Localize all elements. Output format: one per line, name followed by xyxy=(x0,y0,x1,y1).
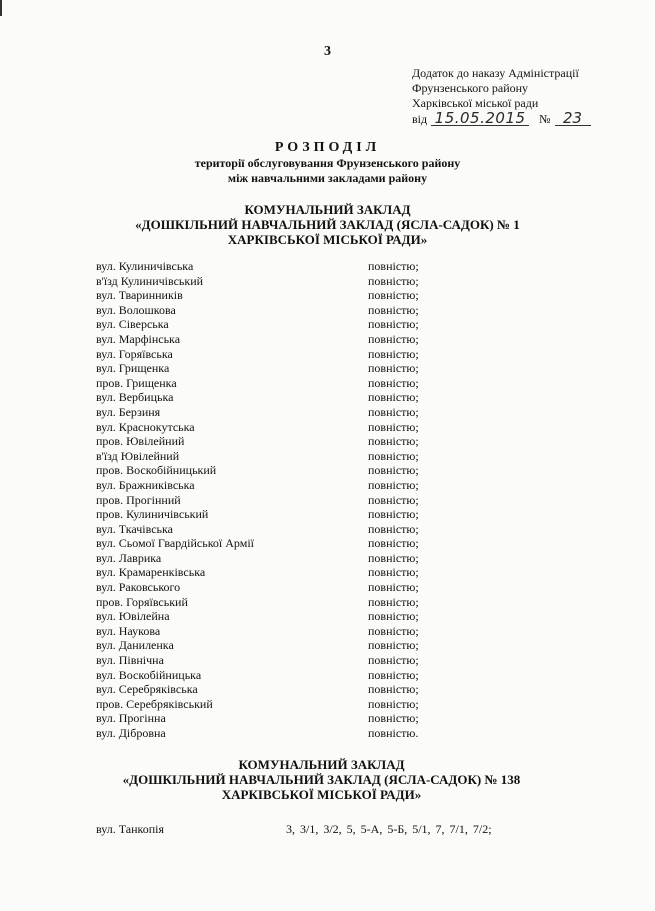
street-row xyxy=(96,405,436,420)
number-label: № xyxy=(539,112,551,126)
street-row xyxy=(96,376,436,391)
street-name: пров. Серебряківський xyxy=(96,696,213,711)
street-row xyxy=(96,595,436,610)
street-row xyxy=(96,332,436,347)
street-name: пров. Горяївський xyxy=(96,594,188,609)
appendix-line-2: Фрунзенського району xyxy=(412,81,529,95)
institution-2-line-3: ХАРКІВСЬКОЇ МІСЬКОЇ РАДИ» xyxy=(221,787,422,802)
street-name: вул. Краснокутська xyxy=(96,419,195,434)
coverage-value: повністю; xyxy=(368,492,419,507)
street-row xyxy=(96,653,436,668)
coverage-value: повністю; xyxy=(368,696,419,711)
street-row xyxy=(96,522,436,537)
street-name: вул. Волошкова xyxy=(96,302,176,317)
street-name: вул. Воскобійницька xyxy=(96,667,202,682)
street-name: вул. Раковського xyxy=(96,580,181,595)
street-row xyxy=(96,347,436,362)
street-row xyxy=(96,711,436,726)
street-name: вул. Танкопія xyxy=(96,822,164,836)
document-subtitle xyxy=(0,156,655,186)
coverage-value: повністю. xyxy=(368,726,419,740)
margin-mark xyxy=(0,0,2,16)
document-title: РОЗПОДІЛ xyxy=(274,140,381,155)
coverage-value: повністю; xyxy=(368,302,419,317)
coverage-value: повністю; xyxy=(368,390,419,405)
street-row xyxy=(96,580,436,595)
street-name: в'їзд Кулиничівський xyxy=(96,273,204,288)
street-row xyxy=(96,361,436,376)
street-name: пров. Воскобійницький xyxy=(96,463,217,478)
coverage-value: повністю; xyxy=(368,361,419,376)
appendix-block xyxy=(412,66,647,127)
coverage-value: повністю; xyxy=(368,477,419,492)
street-row xyxy=(96,420,436,435)
institution-2-street-row xyxy=(96,822,536,837)
street-name: вул. Прогінна xyxy=(96,711,166,726)
street-row xyxy=(96,682,436,697)
appendix-line-1: Додаток до наказу Адміністрації xyxy=(412,66,579,80)
street-name: вул. Сіверська xyxy=(96,317,169,332)
page-number: 3 xyxy=(324,44,331,59)
street-row xyxy=(96,259,436,274)
street-name: вул. Ювілейна xyxy=(96,609,170,624)
street-row xyxy=(96,668,436,683)
street-row xyxy=(96,565,436,580)
street-name: вул. Крамаренківська xyxy=(96,565,206,580)
coverage-value: повністю; xyxy=(368,711,419,726)
street-row xyxy=(96,507,436,522)
coverage-value: повністю; xyxy=(368,507,419,522)
coverage-value: повністю; xyxy=(368,638,419,653)
street-row xyxy=(96,390,436,405)
street-row xyxy=(96,274,436,289)
street-name: вул. Сьомої Гвардійської Армії xyxy=(96,536,255,551)
street-name: вул. Марфінська xyxy=(96,331,181,346)
street-name: вул. Даниленка xyxy=(96,638,174,653)
institution-1-line-2: «ДОШКІЛЬНИЙ НАВЧАЛЬНИЙ ЗАКЛАД (ЯСЛА-САДОК) № 1 xyxy=(135,217,520,232)
institution-2-line-1: КОМУНАЛЬНИЙ ЗАКЛАД xyxy=(238,757,405,772)
street-row xyxy=(96,493,436,508)
handwritten-order-number: 23 xyxy=(555,111,591,126)
coverage-value: повністю; xyxy=(368,594,419,609)
street-name: вул. Лаврика xyxy=(96,550,162,565)
street-name: вул. Кулиничівська xyxy=(96,259,194,273)
coverage-value: повністю; xyxy=(368,550,419,565)
street-name: пров. Кулиничівський xyxy=(96,507,209,522)
institution-2-heading xyxy=(0,757,649,802)
institution-1-line-1: КОМУНАЛЬНИЙ ЗАКЛАД xyxy=(244,202,411,217)
street-name: пров. Прогінний xyxy=(96,492,181,507)
street-row xyxy=(96,303,436,318)
street-name: в'їзд Ювілейний xyxy=(96,448,180,463)
institution-1-line-3: ХАРКІВСЬКОЇ МІСЬКОЇ РАДИ» xyxy=(227,232,428,247)
street-row xyxy=(96,317,436,332)
coverage-value: повністю; xyxy=(368,331,419,346)
street-row xyxy=(96,463,436,478)
street-name: вул. Дібровна xyxy=(96,726,166,740)
street-name: пров. Ювілейний xyxy=(96,434,185,449)
street-row xyxy=(96,624,436,639)
street-row xyxy=(96,726,436,741)
date-prefix: від xyxy=(412,112,428,126)
house-numbers: 3, 3/1, 3/2, 5, 5-А, 5-Б, 5/1, 7, 7/1, 7/2; xyxy=(286,822,492,836)
street-name: вул. Вербицька xyxy=(96,390,174,405)
street-row xyxy=(96,288,436,303)
institution-2-line-2: «ДОШКІЛЬНИЙ НАВЧАЛЬНИЙ ЗАКЛАД (ЯСЛА-САДОК) № 138 xyxy=(122,772,521,787)
street-row xyxy=(96,536,436,551)
handwritten-date: 15.05.2015 xyxy=(431,111,529,126)
coverage-value: повністю; xyxy=(368,536,419,551)
street-name: вул. Ткачівська xyxy=(96,521,173,536)
street-name: вул. Тваринників xyxy=(96,288,183,303)
coverage-value: повністю; xyxy=(368,623,419,638)
appendix-line-3: Харківської міської ради xyxy=(412,96,539,110)
street-name: вул. Грищенка xyxy=(96,361,170,376)
street-row xyxy=(96,449,436,464)
coverage-value: повністю; xyxy=(368,653,419,668)
coverage-value: повністю; xyxy=(368,317,419,332)
coverage-value: повністю; xyxy=(368,259,419,273)
coverage-value: повністю; xyxy=(368,434,419,449)
street-name: пров. Грищенка xyxy=(96,375,177,390)
street-name: вул. Серебряківська xyxy=(96,682,198,697)
subtitle-line-1: території обслуговування Фрунзенського району xyxy=(194,156,461,170)
street-list xyxy=(96,259,436,741)
street-row xyxy=(96,434,436,449)
coverage-value: повністю; xyxy=(368,288,419,303)
institution-1-heading xyxy=(0,202,655,247)
subtitle-line-2: між навчальними закладами району xyxy=(227,171,428,185)
street-name: вул. Північна xyxy=(96,653,164,668)
street-name: вул. Берзиня xyxy=(96,404,161,419)
coverage-value: повністю; xyxy=(368,521,419,536)
coverage-value: повністю; xyxy=(368,565,419,580)
coverage-value: повністю; xyxy=(368,463,419,478)
coverage-value: повністю; xyxy=(368,682,419,697)
street-name: вул. Горяївська xyxy=(96,346,173,361)
coverage-value: повністю; xyxy=(368,346,419,361)
street-row xyxy=(96,551,436,566)
coverage-value: повністю; xyxy=(368,609,419,624)
street-name: вул. Бражниківська xyxy=(96,477,195,492)
order-date-line xyxy=(412,111,647,127)
street-row xyxy=(96,697,436,712)
coverage-value: повністю; xyxy=(368,448,419,463)
coverage-value: повністю; xyxy=(368,667,419,682)
street-name: вул. Наукова xyxy=(96,623,161,638)
coverage-value: повністю; xyxy=(368,580,419,595)
coverage-value: повністю; xyxy=(368,273,419,288)
street-row xyxy=(96,609,436,624)
street-row xyxy=(96,638,436,653)
street-row xyxy=(96,478,436,493)
coverage-value: повністю; xyxy=(368,375,419,390)
coverage-value: повністю; xyxy=(368,419,419,434)
coverage-value: повністю; xyxy=(368,404,419,419)
